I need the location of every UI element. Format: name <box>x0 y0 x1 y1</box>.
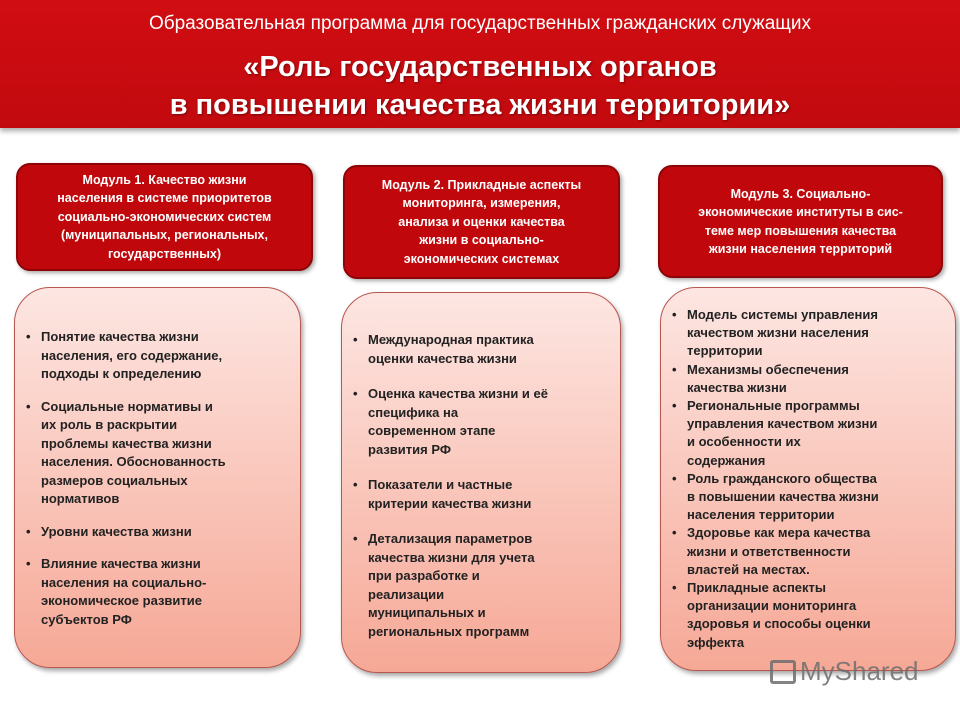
module-3-topics <box>660 287 956 671</box>
topic-item: • Механизмы обеспечения качества жизни <box>661 361 949 397</box>
header-banner <box>0 0 960 128</box>
topic-item: • Международная практика оценки качества жизни <box>342 331 610 368</box>
topic-item: • Роль гражданского общества в повышении качества жизни населения территории <box>661 470 949 525</box>
topic-item: • Детализация параметров качества жизни для учета при разработке и реализации муниципальных и региональных программ <box>342 530 610 641</box>
topic-item: • Здоровье как мера качества жизни и ответственности властей на местах. <box>661 524 949 579</box>
topic-item: • Модель системы управления качеством жизни населения территории <box>661 306 949 361</box>
topic-item: • Уровни качества жизни <box>15 523 290 542</box>
watermark <box>770 656 919 687</box>
module-2-header: Модуль 2. Прикладные аспекты мониторинга, измерения, анализа и оценки качества жизни в социально- экономических системах <box>343 165 620 279</box>
watermark-text: MyShared <box>800 656 919 686</box>
module-1-header: Модуль 1. Качество жизни населения в системе приоритетов социально-экономических систем (муниципальных, региональных, государственных) <box>16 163 313 271</box>
topic-item: • Социальные нормативы и их роль в раскрытии проблемы качества жизни населения. Обоснованность размеров социальных нормативов <box>15 398 290 509</box>
topic-item: • Оценка качества жизни и её специфика на современном этапе развития РФ <box>342 385 610 459</box>
module-2-topics <box>341 292 621 673</box>
module-1-topics <box>14 287 301 668</box>
module-3-header: Модуль 3. Социально- экономические институты в сис- теме мер повышения качества жизни населения территорий <box>658 165 943 278</box>
program-title: «Роль государственных органов в повышении качества жизни территории» <box>169 51 791 121</box>
topic-item: • Влияние качества жизни населения на социально- экономическое развитие субъектов РФ <box>15 555 290 629</box>
program-subtitle: Образовательная программа для государственных гражданских служащих <box>148 13 812 34</box>
presentation-board-icon <box>770 660 796 684</box>
topic-item: • Показатели и частные критерии качества жизни <box>342 476 610 513</box>
topic-item: • Понятие качества жизни населения, его содержание, подходы к определению <box>15 328 290 384</box>
topic-item: • Региональные программы управления качеством жизни и особенности их содержания <box>661 397 949 470</box>
topic-item: • Прикладные аспекты организации мониторинга здоровья и способы оценки эффекта <box>661 579 949 652</box>
